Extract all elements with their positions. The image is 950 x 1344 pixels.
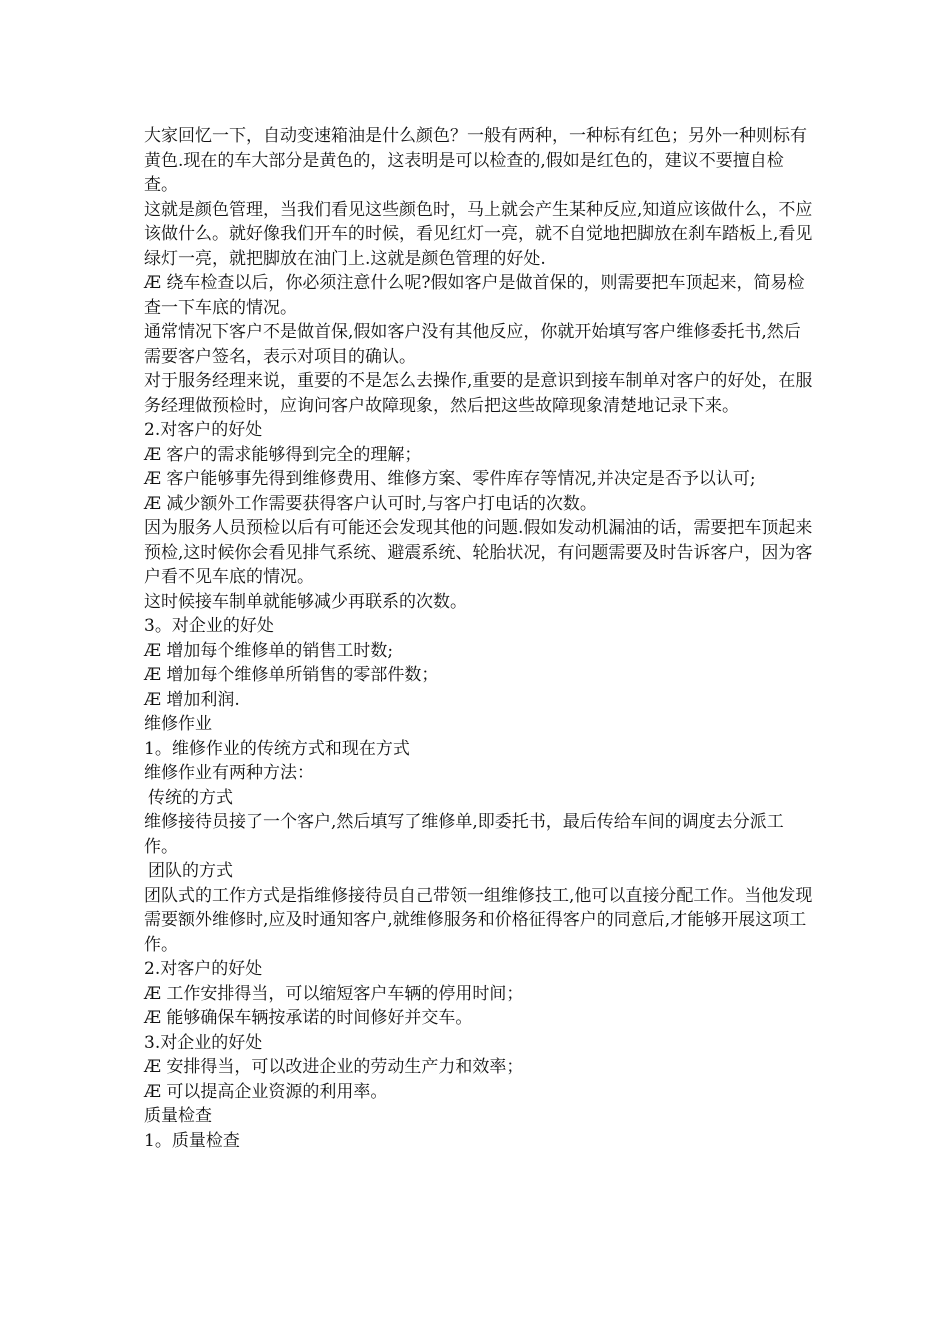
bullet-item: Æ 可以提高企业资源的利用率。 — [144, 1081, 388, 1102]
paragraph-service-manager: 对于服务经理来说，重要的不是怎么去操作,重要的是意识到接车制单对客户的好处，在服务经理做预检时，应询问客户故障现象，然后把这些故障现象清楚地记录下来。 — [144, 371, 813, 416]
paragraph-precheck: 因为服务人员预检以后有可能还会发现其他的问题.假如发动机漏油的话，需要把车顶起来预检,这时候你会看见排气系统、避震系统、轮胎状况，有问题需要及时告诉客户，因为客户看不见车底的情况。 — [144, 518, 813, 587]
bullet-item: Æ 增加每个维修单所销售的零部件数； — [144, 665, 439, 685]
heading-customer-benefits-2: 2.对客户的好处 — [144, 959, 263, 979]
subheading-team: 团队的方式 — [148, 861, 233, 881]
bullet-item: Æ 能够确保车辆按承诺的时间修好并交车。 — [144, 1008, 473, 1028]
bullet-item: Æ 客户能够事先得到维修费用、维修方案、零件库存等情况,并决定是否予以认可; — [144, 469, 756, 489]
paragraph-reduce-contact: 这时候接车制单就能够减少再联系的次数。 — [144, 591, 467, 612]
document-body — [144, 124, 814, 1153]
paragraph-two-methods: 维修作业有两种方法： — [144, 763, 314, 783]
bullet-item: Æ 安排得当，可以改进企业的劳动生产力和效率； — [144, 1057, 524, 1077]
heading-quality-check: 质量检查 — [144, 1106, 212, 1126]
heading-company-benefits-2: 3.对企业的好处 — [144, 1032, 263, 1053]
heading-company-benefits: 3。对企业的好处 — [144, 616, 274, 636]
bullet-item: Æ 增加每个维修单的销售工时数; — [144, 640, 394, 661]
heading-repair-work: 维修作业 — [144, 714, 212, 734]
bullet-item: Æ 增加利润. — [144, 689, 240, 710]
paragraph-walkaround-check: Æ 绕车检查以后，你必须注意什么呢?假如客户是做首保的，则需要把车顶起来，简易检查一下车底的情况。 — [144, 273, 805, 318]
paragraph-team-method: 团队式的工作方式是指维修接待员自己带领一组维修技工,他可以直接分配工作。当他发现需要额外维修时,应及时通知客户,就维修服务和价格征得客户的同意后,才能够开展这项工作。 — [144, 885, 813, 955]
paragraph-color-management: 这就是颜色管理，当我们看见这些颜色时，马上就会产生某种反应,知道应该做什么，不应该做什么。就好像我们开车的时候，看见红灯一亮，就不自觉地把脚放在刹车踏板上,看见绿灯一亮，就把脚放在油门上.这就是颜色管理的好处. — [144, 199, 813, 269]
heading-customer-benefits: 2.对客户的好处 — [144, 420, 263, 440]
bullet-item: Æ 减少额外工作需要获得客户认可时,与客户打电话的次数。 — [144, 493, 597, 514]
paragraph-work-order: 通常情况下客户不是做首保,假如客户没有其他反应，你就开始填写客户维修委托书,然后需要客户签名，表示对项目的确认。 — [144, 322, 801, 367]
heading-quality-check-1: 1。质量检查 — [144, 1130, 240, 1151]
bullet-item: Æ 工作安排得当，可以缩短客户车辆的停用时间； — [144, 983, 524, 1004]
paragraph-traditional-method: 维修接待员接了一个客户,然后填写了维修单,即委托书，最后传给车间的调度去分派工作。 — [144, 812, 784, 857]
bullet-item: Æ 客户的需求能够得到完全的理解； — [144, 444, 422, 465]
heading-repair-methods: 1。维修作业的传统方式和现在方式 — [144, 738, 410, 759]
paragraph-color-question: 大家回忆一下，自动变速箱油是什么颜色？一般有两种，一种标有红色；另外一种则标有黄色.现在的车大部分是黄色的，这表明是可以检查的,假如是红色的，建议不要擅自检查。 — [144, 126, 807, 195]
subheading-traditional: 传统的方式 — [148, 787, 233, 808]
